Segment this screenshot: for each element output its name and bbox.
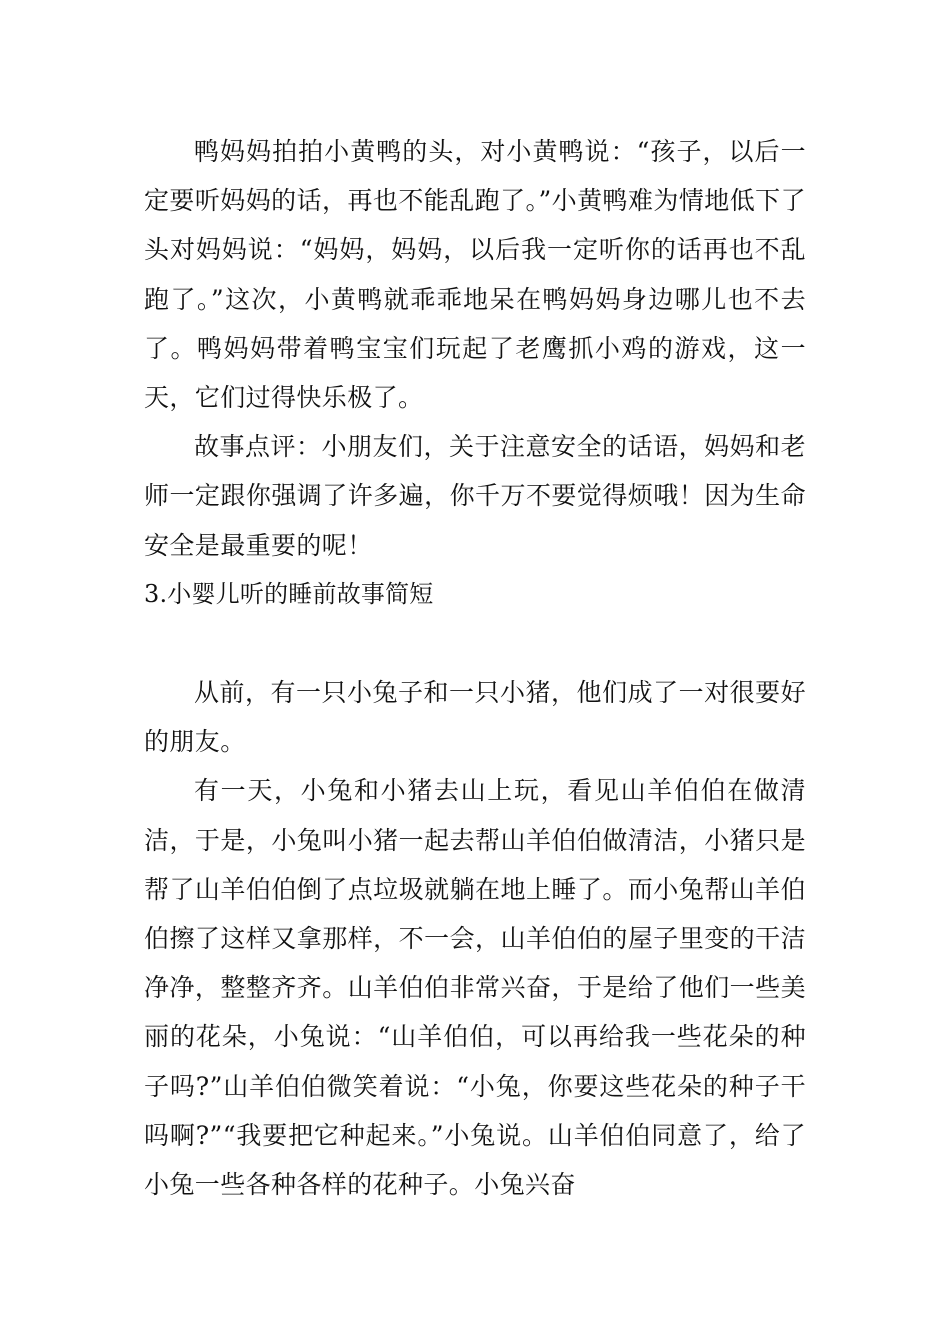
story-paragraph-intro: 从前，有一只小兔子和一只小猪，他们成了一对很要好的朋友。	[144, 678, 806, 757]
story-paragraph-duck-ending: 鸭妈妈拍拍小黄鸭的头，对小黄鸭说：“孩子，以后一定要听妈妈的话，再也不能乱跑了。”小黄鸭难为情地低下了头对妈妈说：“妈妈，妈妈，以后我一定听你的话再也不乱跑了。”这次，小黄鸭就乖乖地呆在鸭妈妈身边哪儿也不去了。鸭妈妈带着鸭宝宝们玩起了老鹰抓小鸡的游戏，这一天，它们过得快乐极了。	[144, 137, 806, 413]
story-commentary-paragraph: 故事点评：小朋友们，关于注意安全的话语，妈妈和老师一定跟你强调了许多遍，你千万不要觉得烦哦！因为生命安全是最重要的呢！	[144, 432, 806, 560]
blank-line	[144, 619, 806, 668]
document-page	[144, 127, 806, 1209]
story-paragraph-rabbit-pig: 有一天，小兔和小猪去山上玩，看见山羊伯伯在做清洁，于是，小兔叫小猪一起去帮山羊伯伯做清洁，小猪只是帮了山羊伯伯倒了点垃圾就躺在地上睡了。而小兔帮山羊伯伯擦了这样又拿那样，不一会，山羊伯伯的屋子里变的干洁净净，整整齐齐。山羊伯伯非常兴奋，于是给了他们一些美丽的花朵，小兔说：“山羊伯伯，可以再给我一些花朵的种子吗?”山羊伯伯微笑着说：“小兔，你要这些花朵的种子干吗啊?”“我要把它种起来。”小兔说。山羊伯伯同意了，给了小兔一些各种各样的花种子。小兔兴奋	[144, 776, 806, 1200]
section-heading: 3.小婴儿听的睡前故事简短	[144, 579, 434, 608]
